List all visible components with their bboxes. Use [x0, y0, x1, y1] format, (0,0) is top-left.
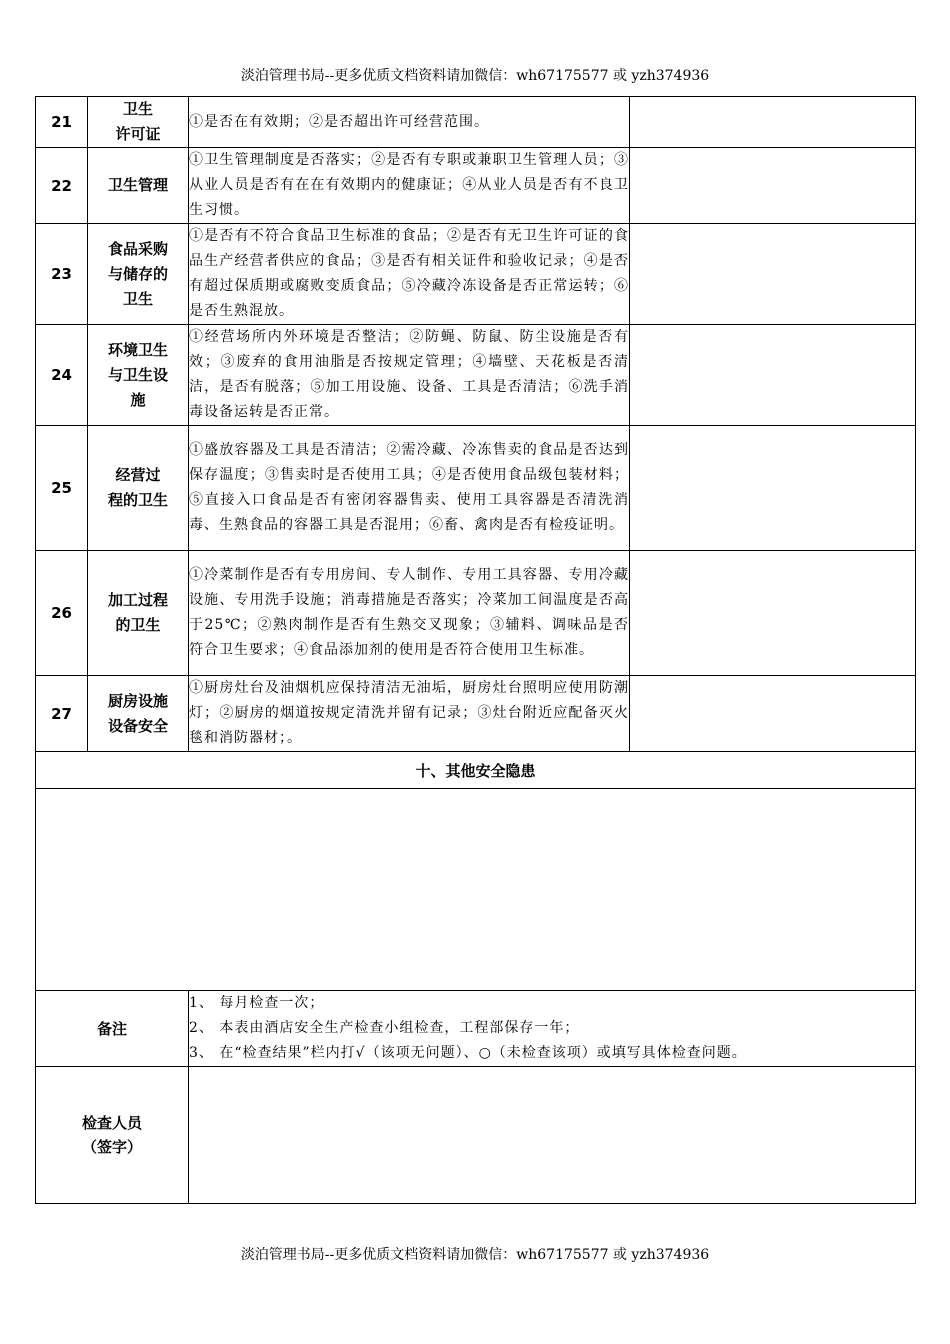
check-content: ①是否在有效期；②是否超出许可经营范围。 — [189, 97, 630, 148]
check-item: 经营过 程的卫生 — [88, 426, 189, 551]
remarks-text — [189, 991, 916, 1067]
other-hazards-row — [36, 789, 916, 991]
table-row — [36, 551, 916, 676]
remark-line: 1、 每月检查一次； — [189, 995, 325, 1011]
check-item: 食品采购 与储存的 卫生 — [88, 224, 189, 325]
table-row — [36, 325, 916, 426]
check-result-cell[interactable] — [630, 426, 916, 551]
row-number: 26 — [36, 551, 88, 676]
check-result-cell[interactable] — [630, 97, 916, 148]
check-content: ①卫生管理制度是否落实；②是否有专职或兼职卫生管理人员；③从业人员是否有在在有效期内的健康证；④从业人员是否有不良卫生习惯。 — [189, 148, 630, 224]
check-item: 环境卫生 与卫生设 施 — [88, 325, 189, 426]
remarks-row — [36, 991, 916, 1067]
remark-line: 2、 本表由酒店安全生产检查小组检查，工程部保存一年； — [189, 1020, 580, 1036]
check-content: ①厨房灶台及油烟机应保持清洁无油垢，厨房灶台照明应使用防潮灯；②厨房的烟道按规定清洗并留有记录；③灶台附近应配备灭火毯和消防器材；。 — [189, 676, 630, 752]
remarks-label: 备注 — [36, 991, 189, 1067]
row-number: 23 — [36, 224, 88, 325]
table-row — [36, 148, 916, 224]
table-row — [36, 426, 916, 551]
other-hazards-area[interactable] — [36, 789, 916, 991]
page-footer: 淡泊管理书局--更多优质文档资料请加微信：wh67175577 或 yzh374936 — [240, 1247, 710, 1263]
inspectors-label: 检查人员 （签字） — [36, 1067, 189, 1204]
check-result-cell[interactable] — [630, 325, 916, 426]
row-number: 25 — [36, 426, 88, 551]
check-item: 加工过程 的卫生 — [88, 551, 189, 676]
inspection-table — [35, 96, 916, 1204]
check-result-cell[interactable] — [630, 676, 916, 752]
row-number: 21 — [36, 97, 88, 148]
signature-area[interactable] — [189, 1067, 916, 1204]
check-item: 厨房设施 设备安全 — [88, 676, 189, 752]
check-result-cell[interactable] — [630, 148, 916, 224]
check-content: ①经营场所内外环境是否整洁；②防蝇、防鼠、防尘设施是否有效；③废弃的食用油脂是否按规定管理；④墙壁、天花板是否清洁，是否有脱落；⑤加工用设施、设备、工具是否清洁；⑥洗手消毒设备运转是否正常。 — [189, 325, 630, 426]
check-item: 卫生管理 — [88, 148, 189, 224]
table-row — [36, 97, 916, 148]
page-header: 淡泊管理书局--更多优质文档资料请加微信：wh67175577 或 yzh374936 — [240, 68, 710, 84]
check-content: ①冷菜制作是否有专用房间、专人制作、专用工具容器、专用冷藏设施、专用洗手设施；消毒措施是否落实；冷菜加工间温度是否高于25℃；②熟肉制作是否有生熟交叉现象；③辅料、调味品是否符合卫生要求；④食品添加剂的使用是否符合使用卫生标准。 — [189, 551, 630, 676]
check-result-cell[interactable] — [630, 551, 916, 676]
inspectors-row — [36, 1067, 916, 1204]
section-header-row — [36, 752, 916, 789]
check-item: 卫生 许可证 — [88, 97, 189, 148]
table-row — [36, 676, 916, 752]
check-content: ①盛放容器及工具是否清洁；②需冷藏、冷冻售卖的食品是否达到保存温度；③售卖时是否使用工具；④是否使用食品级包装材料；⑤直接入口食品是否有密闭容器售卖、使用工具容器是否清洗消毒、生熟食品的容器工具是否混用；⑥畜、禽肉是否有检疫证明。 — [189, 426, 630, 551]
row-number: 27 — [36, 676, 88, 752]
remark-line: 3、 在“检查结果”栏内打√（该项无问题）、○（未检查该项）或填写具体检查问题。 — [189, 1045, 747, 1061]
check-result-cell[interactable] — [630, 224, 916, 325]
table-row — [36, 224, 916, 325]
row-number: 22 — [36, 148, 88, 224]
section-title: 十、其他安全隐患 — [36, 752, 916, 789]
row-number: 24 — [36, 325, 88, 426]
check-content: ①是否有不符合食品卫生标准的食品；②是否有无卫生许可证的食品生产经营者供应的食品；③是否有相关证件和验收记录；④是否有超过保质期或腐败变质食品；⑤冷藏冷冻设备是否正常运转；⑥是否生熟混放。 — [189, 224, 630, 325]
